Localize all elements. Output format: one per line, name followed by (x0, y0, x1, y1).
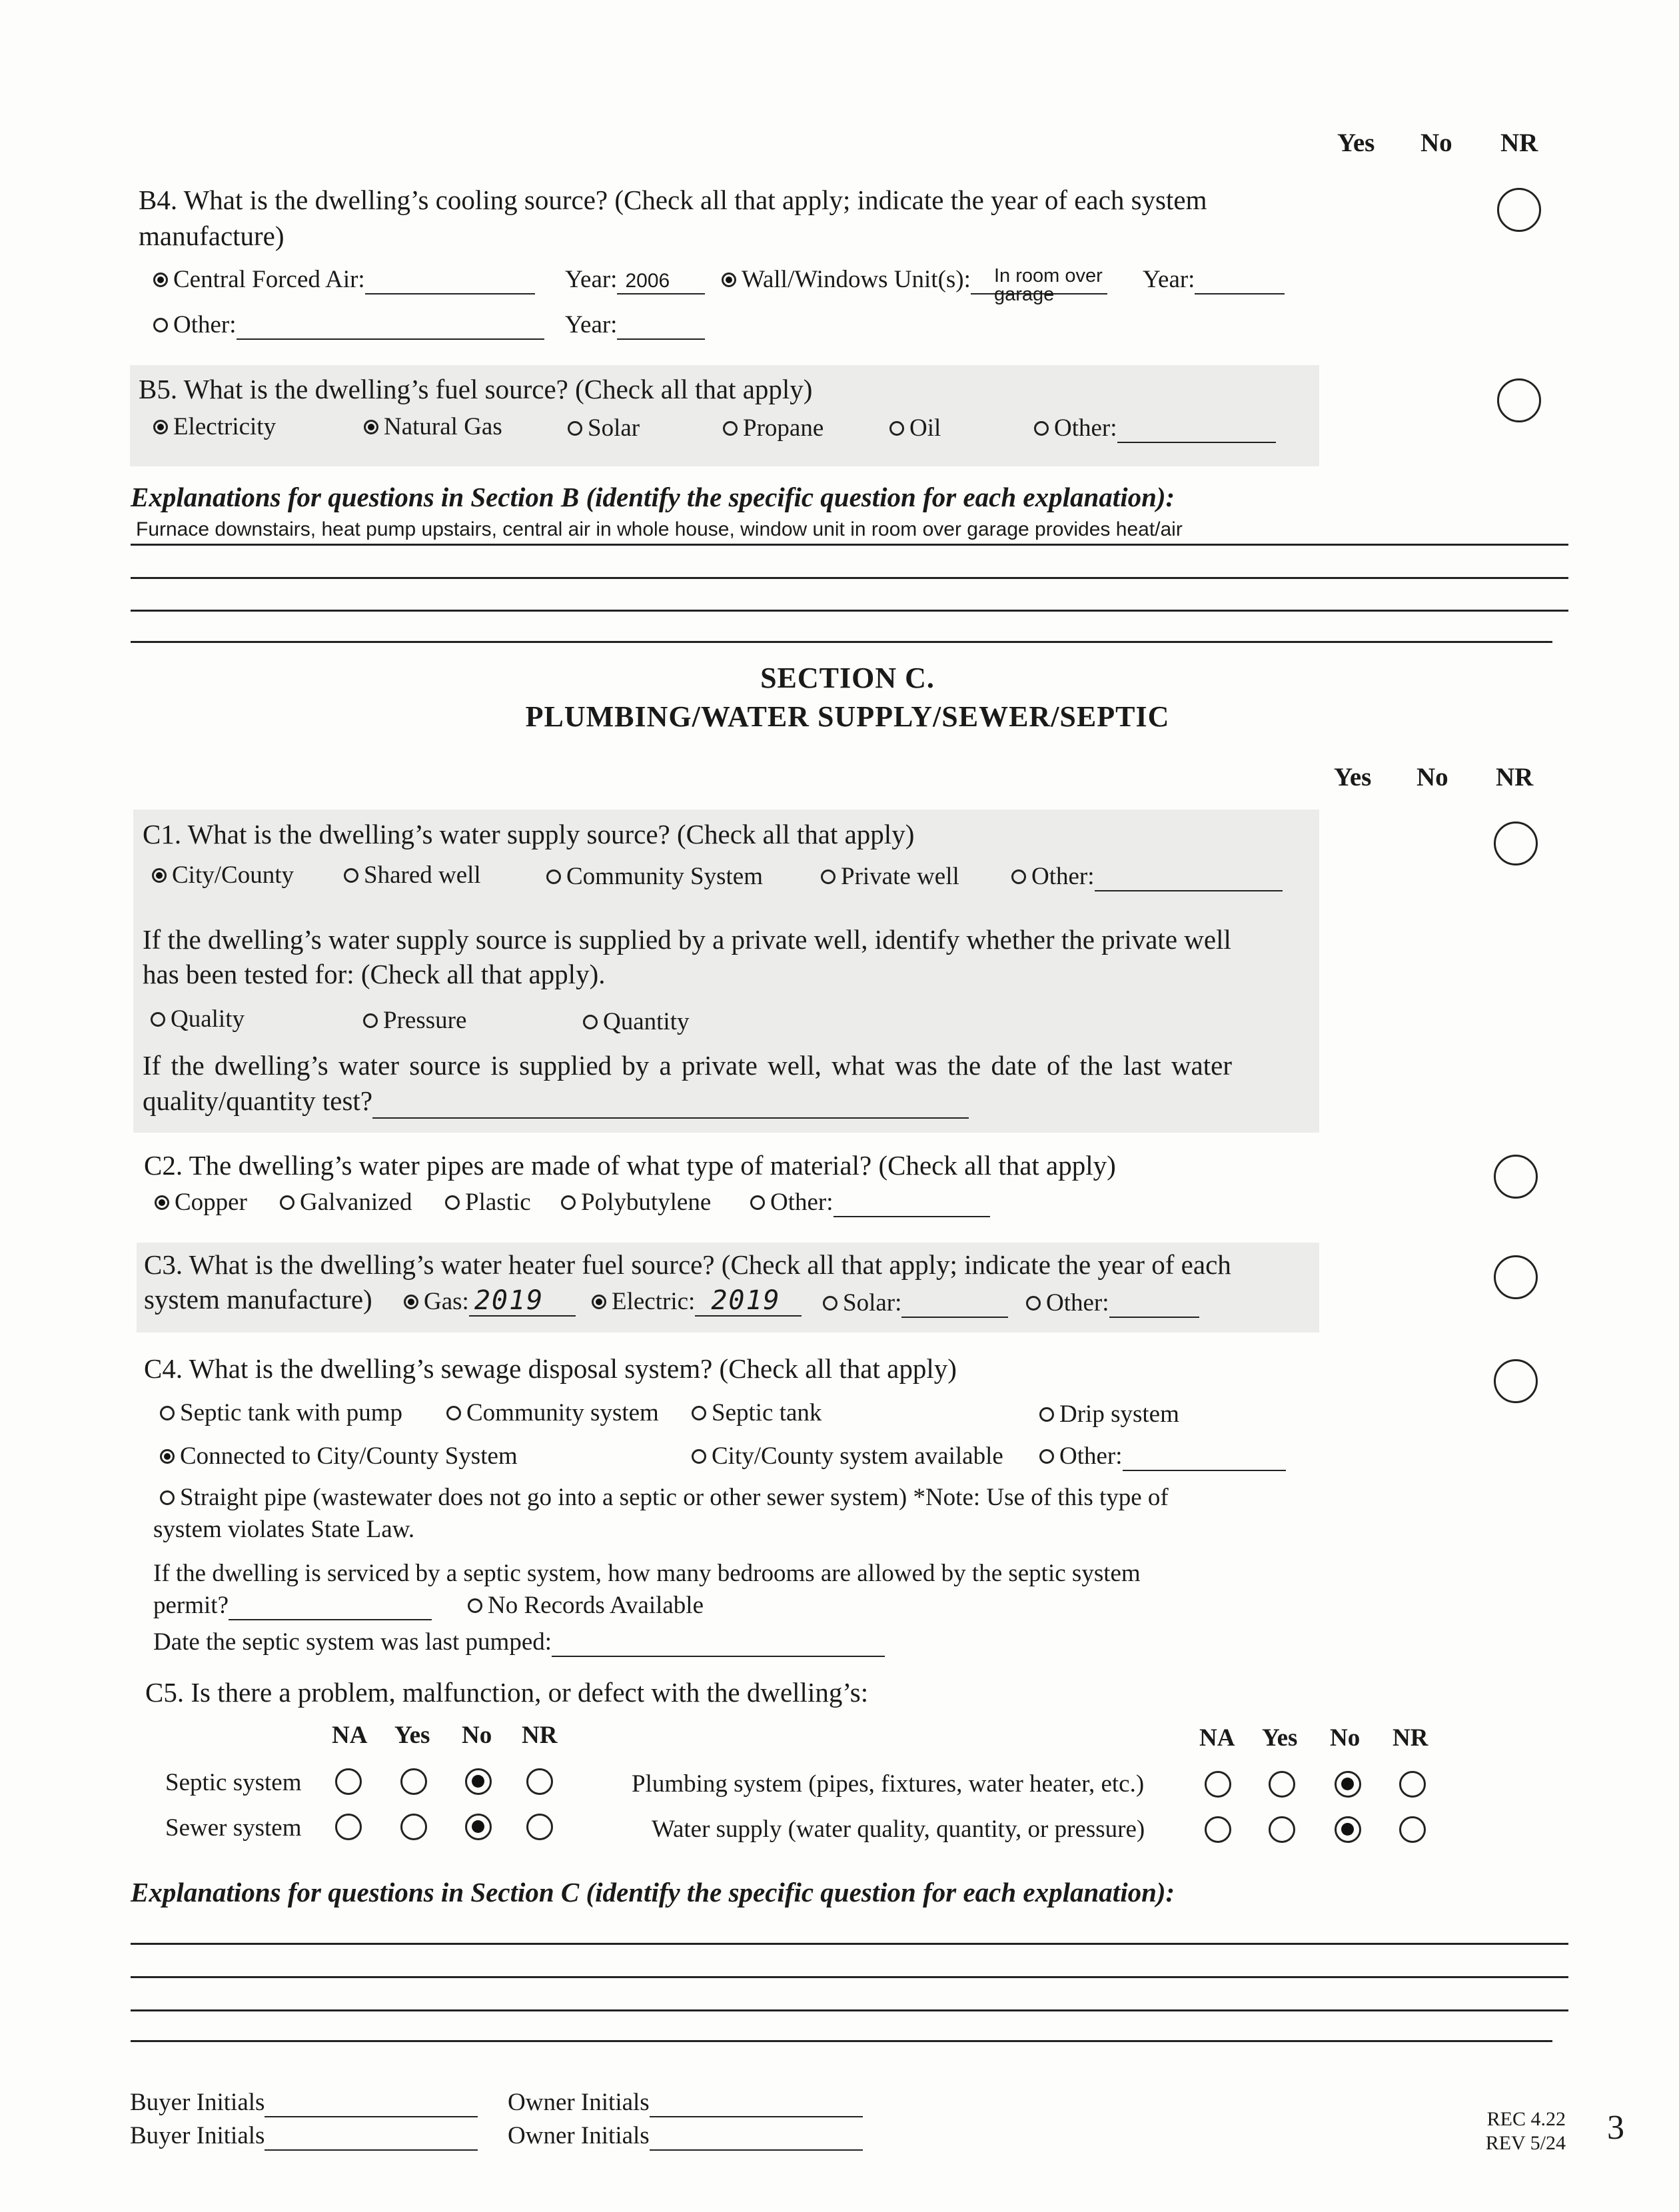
b5-option-propane[interactable] (723, 414, 824, 443)
c2-option-copper[interactable] (155, 1188, 247, 1217)
expl-b-line-4 (131, 641, 1552, 643)
c4-septic-tank-label: Septic tank (712, 1399, 822, 1426)
c5-left-header-yes: Yes (394, 1722, 430, 1749)
c4-straight-label: Straight pipe (wastewater does not go into a septic or other sewer system) *Note: Use of this type of (180, 1484, 1169, 1511)
c1-option-shared-well[interactable] (344, 861, 481, 890)
c1-question: C1. What is the dwelling’s water supply source? (Check all that apply) (143, 819, 915, 849)
b5-other-label: Other: (1054, 414, 1117, 442)
c5-water-na-radio[interactable] (1205, 1816, 1231, 1843)
expl-c-line-3 (131, 2009, 1568, 2011)
c5-plumbing-no-radio[interactable] (1335, 1771, 1361, 1798)
owner-initials-2[interactable] (508, 2121, 863, 2151)
c5-water-nr-radio[interactable] (1399, 1816, 1426, 1843)
c5-septic-yes-radio[interactable] (400, 1768, 427, 1795)
c1-private-well-radio[interactable] (821, 869, 836, 884)
buyer-initials-2[interactable] (130, 2121, 478, 2151)
c1-date-text-line2 (143, 1083, 969, 1119)
c1-quantity-radio[interactable] (583, 1015, 598, 1029)
c1-quality-radio[interactable] (151, 1012, 165, 1027)
c3-other-radio[interactable] (1026, 1296, 1041, 1311)
c3-electric-option[interactable] (592, 1287, 802, 1317)
c5-left-header-nr: NR (522, 1722, 558, 1749)
c3-electric-label: Electric: (612, 1288, 696, 1315)
owner-initials-1[interactable] (508, 2088, 863, 2117)
b5-nr-radio[interactable] (1497, 378, 1541, 422)
expl-b-line-1 (131, 544, 1568, 546)
c4-no-records-label: No Records Available (488, 1592, 704, 1619)
b5-other-radio[interactable] (1034, 421, 1049, 436)
c2-option-other[interactable] (750, 1188, 990, 1217)
expl-c-line-1 (131, 1943, 1568, 1945)
expl-b-line-2 (131, 577, 1568, 579)
c1-date-text-line1: If the dwelling’s water source is supplied by a private well, what was the date of the last water (143, 1050, 1232, 1081)
b4-other-radio[interactable] (153, 318, 168, 332)
b4-wall-value: In room over garage (994, 265, 1103, 305)
c3-gas-year: 2019 (474, 1285, 544, 1316)
c2-other-radio[interactable] (750, 1195, 765, 1210)
c4-drip-radio[interactable] (1039, 1407, 1054, 1422)
c1-quality-label: Quality (171, 1005, 245, 1033)
c2-option-polybutylene[interactable] (561, 1188, 711, 1217)
c4-septic-pump-radio[interactable] (160, 1406, 175, 1420)
c4-community-radio[interactable] (446, 1406, 461, 1420)
b4-year-label: Year: (565, 266, 618, 293)
header-no: No (1420, 129, 1452, 157)
b5-electricity-label: Electricity (173, 413, 277, 440)
c3-gas-radio[interactable] (404, 1295, 418, 1309)
b5-natural-gas-label: Natural Gas (384, 413, 502, 440)
b4-central-radio[interactable] (153, 273, 168, 287)
c5-septic-no-radio[interactable] (465, 1768, 492, 1795)
c5-right-header-nr: NR (1393, 1724, 1428, 1752)
form-code-2: REV 5/24 (1485, 2132, 1566, 2154)
header-yes: Yes (1337, 129, 1375, 157)
expl-c-line-4 (131, 2040, 1552, 2042)
c4-available-radio[interactable] (692, 1449, 706, 1464)
c5-sewer-yes-radio[interactable] (400, 1814, 427, 1840)
c1-well-text-line1: If the dwelling’s water supply source is supplied by a private well, identify whether the private well (143, 924, 1231, 955)
b5-electricity-radio[interactable] (153, 420, 168, 434)
c5-sewer-label: Sewer system (165, 1814, 302, 1842)
c5-plumbing-yes-radio[interactable] (1269, 1771, 1295, 1798)
c2-plastic-label: Plastic (465, 1189, 531, 1216)
c4-available-label: City/County system available (712, 1442, 1003, 1470)
c1-community-radio[interactable] (546, 869, 561, 884)
c1-option-community[interactable] (546, 862, 763, 891)
c5-question: C5. Is there a problem, malfunction, or defect with the dwelling’s: (145, 1677, 869, 1708)
c1-well-text-line2: has been tested for: (Check all that apply). (143, 959, 606, 989)
b4-central-year-value: 2006 (625, 270, 670, 292)
c3-question-line1: C3. What is the dwelling’s water heater fuel source? (Check all that apply; indicate the year of each (144, 1249, 1231, 1280)
c2-galvanized-radio[interactable] (280, 1195, 294, 1210)
c5-plumbing-na-radio[interactable] (1205, 1771, 1231, 1798)
b5-option-other[interactable] (1034, 414, 1276, 443)
c4-available-option[interactable] (692, 1442, 1003, 1471)
c1-shared-well-label: Shared well (364, 861, 481, 889)
c4-drip-option[interactable] (1039, 1400, 1179, 1429)
c3-other-option[interactable] (1026, 1289, 1199, 1318)
c1-test-quantity[interactable] (583, 1007, 689, 1037)
c1-option-city[interactable] (152, 861, 294, 890)
b4-wall-year[interactable] (1143, 265, 1285, 294)
c4-pumped-field[interactable] (552, 1632, 885, 1657)
c4-other-radio[interactable] (1039, 1449, 1054, 1464)
c4-connected-label: Connected to City/County System (180, 1442, 518, 1470)
c1-quantity-label: Quantity (603, 1008, 690, 1035)
b5-solar-radio[interactable] (568, 421, 582, 436)
b4-question-line1: B4. What is the dwelling’s cooling source? (Check all that apply; indicate the year of each system (139, 185, 1207, 215)
c4-question: C4. What is the dwelling’s sewage disposal system? (Check all that apply) (144, 1353, 957, 1384)
c5-septic-na-radio[interactable] (335, 1768, 362, 1795)
c5-sewer-nr-radio[interactable] (526, 1814, 553, 1840)
c4-straight-line2: system violates State Law. (153, 1516, 415, 1543)
c5-left-header-no: No (462, 1722, 492, 1749)
c1-pressure-radio[interactable] (363, 1013, 378, 1028)
c4-septic-pump-label: Septic tank with pump (180, 1399, 402, 1426)
c-header-no: No (1416, 763, 1448, 792)
c4-pumped-line (153, 1628, 885, 1657)
section-c-expl-heading: Explanations for questions in Section C (identify the specific question for each explanation): (131, 1877, 1175, 1908)
c5-septic-label: Septic system (165, 1769, 302, 1796)
b4-wall-radio[interactable] (722, 273, 736, 287)
c5-right-header-na: NA (1199, 1724, 1235, 1752)
b5-propane-label: Propane (743, 414, 824, 442)
c5-water-yes-radio[interactable] (1269, 1816, 1295, 1843)
c3-nr-radio[interactable] (1494, 1255, 1538, 1299)
c3-electric-radio[interactable] (592, 1295, 606, 1309)
c1-option-private-well[interactable] (821, 862, 959, 891)
b4-question-line2: manufacture) (139, 221, 284, 251)
c1-pressure-label: Pressure (383, 1007, 467, 1034)
c4-drip-label: Drip system (1059, 1400, 1179, 1428)
c4-bedrooms-line2 (153, 1591, 432, 1620)
section-c-subtitle: PLUMBING/WATER SUPPLY/SEWER/SEPTIC (525, 700, 1170, 733)
c4-straight-option[interactable] (160, 1483, 1169, 1512)
b4-other-label: Other: (173, 311, 237, 338)
c4-community-option[interactable] (446, 1398, 659, 1428)
b5-solar-label: Solar (588, 414, 640, 442)
c4-connected-option[interactable] (160, 1442, 518, 1471)
c-header-nr: NR (1496, 763, 1534, 792)
c4-community-label: Community system (466, 1399, 659, 1426)
c2-option-galvanized[interactable] (280, 1188, 412, 1217)
c1-city-label: City/County (172, 861, 294, 889)
c2-question: C2. The dwelling’s water pipes are made of what type of material? (Check all that apply) (144, 1150, 1116, 1181)
c3-solar-label: Solar: (843, 1289, 902, 1317)
c4-straight-radio[interactable] (160, 1490, 175, 1505)
b4-year-label-2: Year: (1143, 266, 1195, 293)
c3-other-label: Other: (1046, 1289, 1109, 1317)
owner-initials-label-1: Owner Initials (508, 2089, 650, 2116)
c1-city-radio[interactable] (152, 868, 167, 883)
c4-septic-tank-radio[interactable] (692, 1406, 706, 1420)
c5-right-header-yes: Yes (1262, 1724, 1298, 1752)
c1-private-well-label: Private well (841, 863, 959, 890)
c1-test-quality[interactable] (151, 1005, 245, 1034)
c2-polybutylene-radio[interactable] (561, 1195, 576, 1210)
c1-date-field[interactable] (372, 1088, 969, 1119)
c1-community-label: Community System (566, 863, 764, 890)
c4-no-records-radio[interactable] (468, 1598, 482, 1613)
section-b-expl-answer[interactable]: Furnace downstairs, heat pump upstairs, central air in whole house, window unit in room over garage provides heat/air (136, 518, 1183, 540)
c2-copper-radio[interactable] (155, 1195, 169, 1210)
c2-polybutylene-label: Polybutylene (581, 1189, 712, 1216)
buyer-initials-1[interactable] (130, 2088, 478, 2117)
c4-bedrooms-field[interactable] (229, 1595, 432, 1620)
expl-c-line-2 (131, 1976, 1568, 1978)
b4-wall-label: Wall/Windows Unit(s): (742, 266, 971, 293)
b4-central-year[interactable] (565, 265, 705, 294)
c1-nr-radio[interactable] (1494, 822, 1538, 865)
page-number: 3 (1607, 2109, 1624, 2147)
c3-gas-label: Gas: (424, 1288, 469, 1315)
owner-initials-label-2: Owner Initials (508, 2122, 650, 2149)
c4-pumped-label: Date the septic system was last pumped: (153, 1628, 552, 1656)
c5-water-supply-label: Water supply (water quality, quantity, or pressure) (652, 1816, 1145, 1843)
b4-central-label: Central Forced Air: (173, 266, 365, 293)
c3-solar-option[interactable] (823, 1289, 1008, 1318)
header-nr: NR (1500, 129, 1538, 157)
c1-other-label: Other: (1031, 863, 1095, 890)
b5-propane-radio[interactable] (723, 421, 738, 436)
b4-central-option[interactable] (153, 265, 535, 294)
b5-oil-radio[interactable] (889, 421, 904, 436)
form-code-1: REC 4.22 (1486, 2108, 1566, 2130)
b5-option-oil[interactable] (889, 414, 941, 443)
c1-option-other[interactable] (1011, 862, 1283, 891)
c4-septic-tank-option[interactable] (692, 1398, 822, 1428)
b5-question: B5. What is the dwelling’s fuel source? (Check all that apply) (139, 374, 813, 404)
c5-right-header-no: No (1330, 1724, 1361, 1752)
c4-bedrooms-line1: If the dwelling is serviced by a septic system, how many bedrooms are allowed by the septic system (153, 1560, 1141, 1587)
c1-test-pressure[interactable] (363, 1006, 466, 1035)
b4-other-year[interactable] (565, 310, 705, 340)
buyer-initials-label-1: Buyer Initials (130, 2089, 265, 2116)
c2-copper-label: Copper (175, 1189, 247, 1216)
c4-permit-label: permit? (153, 1592, 229, 1619)
c4-septic-pump-option[interactable] (160, 1398, 402, 1428)
b5-option-natural-gas[interactable] (364, 412, 502, 442)
c4-connected-radio[interactable] (160, 1449, 175, 1464)
c5-water-no-radio[interactable] (1335, 1816, 1361, 1843)
c5-sewer-na-radio[interactable] (335, 1814, 362, 1840)
c2-option-plastic[interactable] (445, 1188, 531, 1217)
c1-other-radio[interactable] (1011, 869, 1026, 884)
c5-septic-nr-radio[interactable] (526, 1768, 553, 1795)
c2-plastic-radio[interactable] (445, 1195, 460, 1210)
c1-date-text-label: quality/quantity test? (143, 1085, 373, 1116)
section-b-expl-heading: Explanations for questions in Section B (identify the specific question for each explanation): (131, 482, 1175, 512)
c3-electric-year: 2019 (711, 1285, 781, 1316)
c3-question-line2: system manufacture) (144, 1284, 372, 1315)
c4-no-records-option[interactable] (468, 1591, 704, 1620)
c-header-yes: Yes (1334, 763, 1372, 792)
c2-nr-radio[interactable] (1494, 1155, 1538, 1199)
b5-natural-gas-radio[interactable] (364, 420, 378, 434)
c5-plumbing-label: Plumbing system (pipes, fixtures, water heater, etc.) (632, 1770, 1145, 1798)
c3-gas-option[interactable] (404, 1287, 576, 1317)
b5-option-electricity[interactable] (153, 412, 276, 442)
c5-sewer-no-radio[interactable] (465, 1814, 492, 1840)
section-c-title: SECTION C. (760, 662, 935, 694)
c3-solar-radio[interactable] (823, 1296, 838, 1311)
c2-galvanized-label: Galvanized (300, 1189, 412, 1216)
c2-other-label: Other: (770, 1189, 834, 1216)
b5-oil-label: Oil (909, 414, 941, 442)
c4-other-label: Other: (1059, 1442, 1123, 1470)
b5-option-solar[interactable] (568, 414, 640, 443)
buyer-initials-label-2: Buyer Initials (130, 2122, 265, 2149)
b4-year-label-3: Year: (565, 311, 618, 338)
c1-shared-well-radio[interactable] (344, 868, 358, 883)
b4-nr-radio[interactable] (1497, 188, 1541, 232)
c4-other-option[interactable] (1039, 1442, 1286, 1471)
b4-other-option[interactable] (153, 310, 544, 340)
c5-left-header-na: NA (332, 1722, 368, 1749)
c5-plumbing-nr-radio[interactable] (1399, 1771, 1426, 1798)
expl-b-line-3 (131, 610, 1568, 612)
c4-nr-radio[interactable] (1494, 1359, 1538, 1403)
